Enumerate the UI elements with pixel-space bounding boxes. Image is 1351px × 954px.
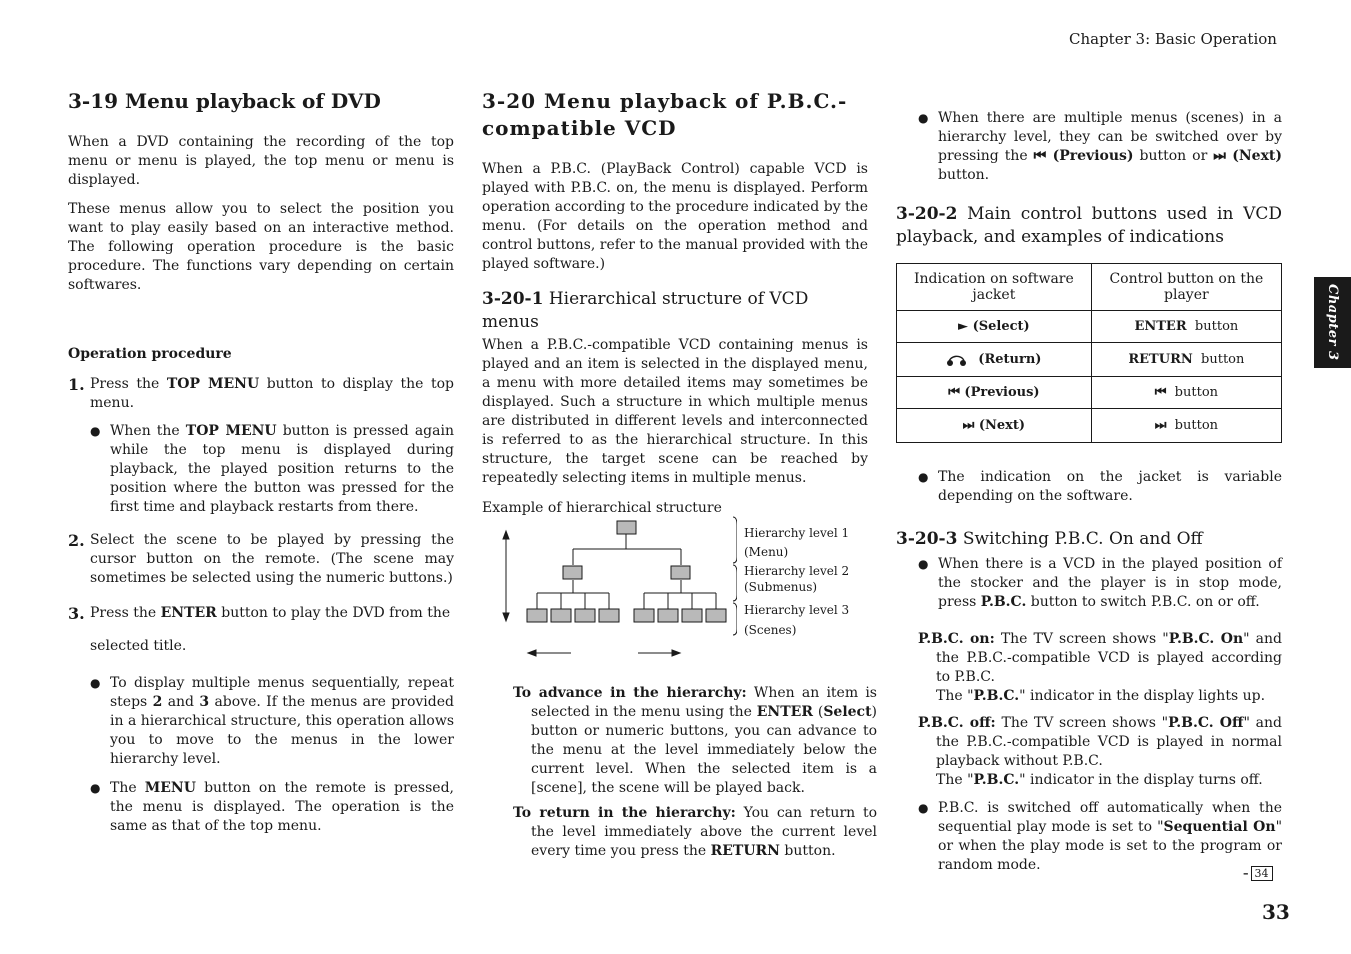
subsection-title: 3-20-2 Main control buttons used in VCD playback, and examples of indications [896, 204, 1282, 247]
list-item: ● The indication on the jacket is variable depending on the software. [918, 469, 1282, 504]
table-row [897, 343, 1282, 377]
paragraph: These menus allow you to select the position you want to play easily based on an interactive method. The following operation procedure is the basic procedure. The functions vary depending on certain softwares. [68, 201, 454, 293]
pbc-on-indicator: The "P.B.C." indicator in the display lights up. [936, 688, 1266, 704]
table-cell: ► (Select) [897, 311, 1092, 343]
section-title: 3-19 Menu playback of DVD [68, 89, 381, 113]
section-3-19 [68, 88, 454, 836]
bullet-icon: ● [918, 470, 929, 484]
pbc-off-indicator: The "P.B.C." indicator in the display turns off. [936, 772, 1263, 788]
bullet-icon: ● [918, 111, 929, 125]
table-header: Control button on the player [1091, 264, 1281, 311]
chapter-side-tab [1314, 277, 1351, 368]
table-header: Indication on software jacket [897, 264, 1092, 311]
next-icon: ⏭ [1154, 418, 1167, 433]
advance-definition: To advance in the hierarchy: When an item is selected in the menu using the ENTER (Select) button or numeric buttons, you can advance to the menu at the level immediately below the current level. When the selected item is a [scene], the scene will be played back. [513, 685, 878, 796]
control-button-table [896, 263, 1282, 443]
list-item: ● To display multiple menus sequentially, repeat steps 2 and 3 above. If the menus are provided in a hierarchical structure, this operation allows you to move to the menus in the lower hierarchy level. [90, 675, 454, 767]
step-3: 3. Press the ENTER button to play the DVD from the [68, 604, 451, 623]
chapter-side-tab-label: Chapter 3 [1325, 284, 1340, 361]
section-title: 3-20 Menu playback of P.B.C.-compatible VCD [482, 89, 848, 140]
bullet-icon: ● [90, 424, 101, 438]
previous-icon: ⏮ [1154, 385, 1167, 400]
bullet-icon: ● [90, 676, 101, 690]
table-cell: RETURN button [1091, 343, 1281, 377]
table-cell: ⏭ (Next) [897, 409, 1092, 443]
level-1-sublabel: (Menu) [744, 545, 789, 559]
page-reference-icon: 34 [1251, 866, 1273, 881]
bullet-icon: ● [918, 801, 929, 815]
level-3-sublabel: (Scenes) [744, 623, 797, 637]
table-cell: ⏮ (Previous) [897, 377, 1092, 409]
table-row [897, 377, 1282, 409]
table-row [897, 311, 1282, 343]
level-1-label: Hierarchy level 1 [744, 526, 850, 540]
level-2-label: Hierarchy level 2 [744, 564, 850, 578]
figure-caption: Example of hierarchical structure [482, 500, 722, 516]
section-3-20 [482, 88, 868, 518]
bullet-icon: ● [918, 557, 929, 571]
table-cell: ENTER button [1091, 311, 1281, 343]
enter-button-ref: ENTER [160, 605, 217, 621]
step-1: 1. Press the TOP MENU button to display the top menu. [68, 375, 454, 411]
return-icon [946, 353, 968, 367]
step-number: 3. [68, 604, 85, 623]
hierarchy-diagram-graphic [497, 505, 737, 665]
menu-button-ref: MENU [144, 780, 196, 796]
step-number: 2. [68, 531, 85, 550]
running-header: Chapter 3: Basic Operation [1069, 30, 1277, 48]
hierarchy-diagram [497, 505, 877, 665]
level-2-sublabel: (Submenus) [744, 580, 818, 594]
previous-icon: ⏮ [1033, 148, 1053, 164]
column-3 [896, 109, 1282, 875]
paragraph: When a P.B.C.-compatible VCD containing menus is played and an item is selected in the displayed menu, a menu with more detailed items may sometimes be displayed. Such a structure in which multiple menus are distributed in different levels and interconnected is referred to as the hierarchical structure. In this structure, the target scene can be reached by repeatedly selecting items in multiple menus. [482, 337, 868, 486]
paragraph: When a P.B.C. (PlayBack Control) capable VCD is played with P.B.C. on, the menu is displayed. Perform operation according to the procedure indicated by the menu. (For details on the operation method and control buttons, refer to the manual provided with the played software.) [482, 161, 868, 272]
hierarchy-navigation [497, 684, 877, 861]
pbc-off-definition: P.B.C. off: The TV screen shows "P.B.C. Off" and the P.B.C.-compatible VCD is played in normal playback without P.B.C. [918, 715, 1283, 769]
page-reference: – 34 [1243, 866, 1273, 881]
return-definition: To return in the hierarchy: You can return to the level immediately above the current level every time you press the RETURN button. [513, 805, 877, 859]
top-menu-button-ref: TOP MENU [166, 376, 260, 392]
table-cell: ⏮ button [1091, 377, 1281, 409]
operation-heading: Operation procedure [68, 346, 232, 362]
step-number: 1. [68, 375, 85, 394]
list-item: ● When there is a VCD in the played position of the stocker and the player is in stop mode, press P.B.C. button to switch P.B.C. on or off. [918, 556, 1282, 610]
subsection-title: 3-20-1 Hierarchical structure of VCD menus [482, 289, 809, 332]
list-item: ● When there are multiple menus (scenes) in a hierarchy level, they can be switched over by pressing the ⏮ (Previous) button or ⏭ (Next) button. [918, 110, 1283, 183]
list-item: ● P.B.C. is switched off automatically when the sequential play mode is set to "Sequential On" or when the play mode is set to the program or random mode. [918, 800, 1283, 873]
table-row [897, 409, 1282, 443]
next-icon: ⏭ [1213, 148, 1233, 164]
table-cell: (Return) [897, 343, 1092, 377]
step-3-continued: selected title. [90, 638, 187, 654]
list-item: ● When the TOP MENU button is pressed again while the top menu is displayed during playback, the played position returns to the position where the button was pressed for the first time and playback restarts from there. [90, 423, 454, 515]
list-item: ● The MENU button on the remote is pressed, the menu is displayed. The operation is the same as that of the top menu. [90, 780, 454, 834]
page-number: 33 [1262, 900, 1290, 924]
bullet-icon: ● [90, 781, 101, 795]
paragraph: When a DVD containing the recording of the top menu or menu is played, the top menu or menu is displayed. [68, 134, 454, 188]
pbc-on-definition: P.B.C. on: The TV screen shows "P.B.C. On" and the P.B.C.-compatible VCD is played according to P.B.C. [918, 631, 1283, 685]
subsection-title: 3-20-3 Switching P.B.C. On and Off [896, 529, 1203, 549]
table-cell: ⏭ button [1091, 409, 1281, 443]
level-3-label: Hierarchy level 3 [744, 603, 850, 617]
step-2: 2. Select the scene to be played by pressing the cursor button on the remote. (The scene may sometimes be selected using the numeric buttons.) [68, 531, 454, 586]
